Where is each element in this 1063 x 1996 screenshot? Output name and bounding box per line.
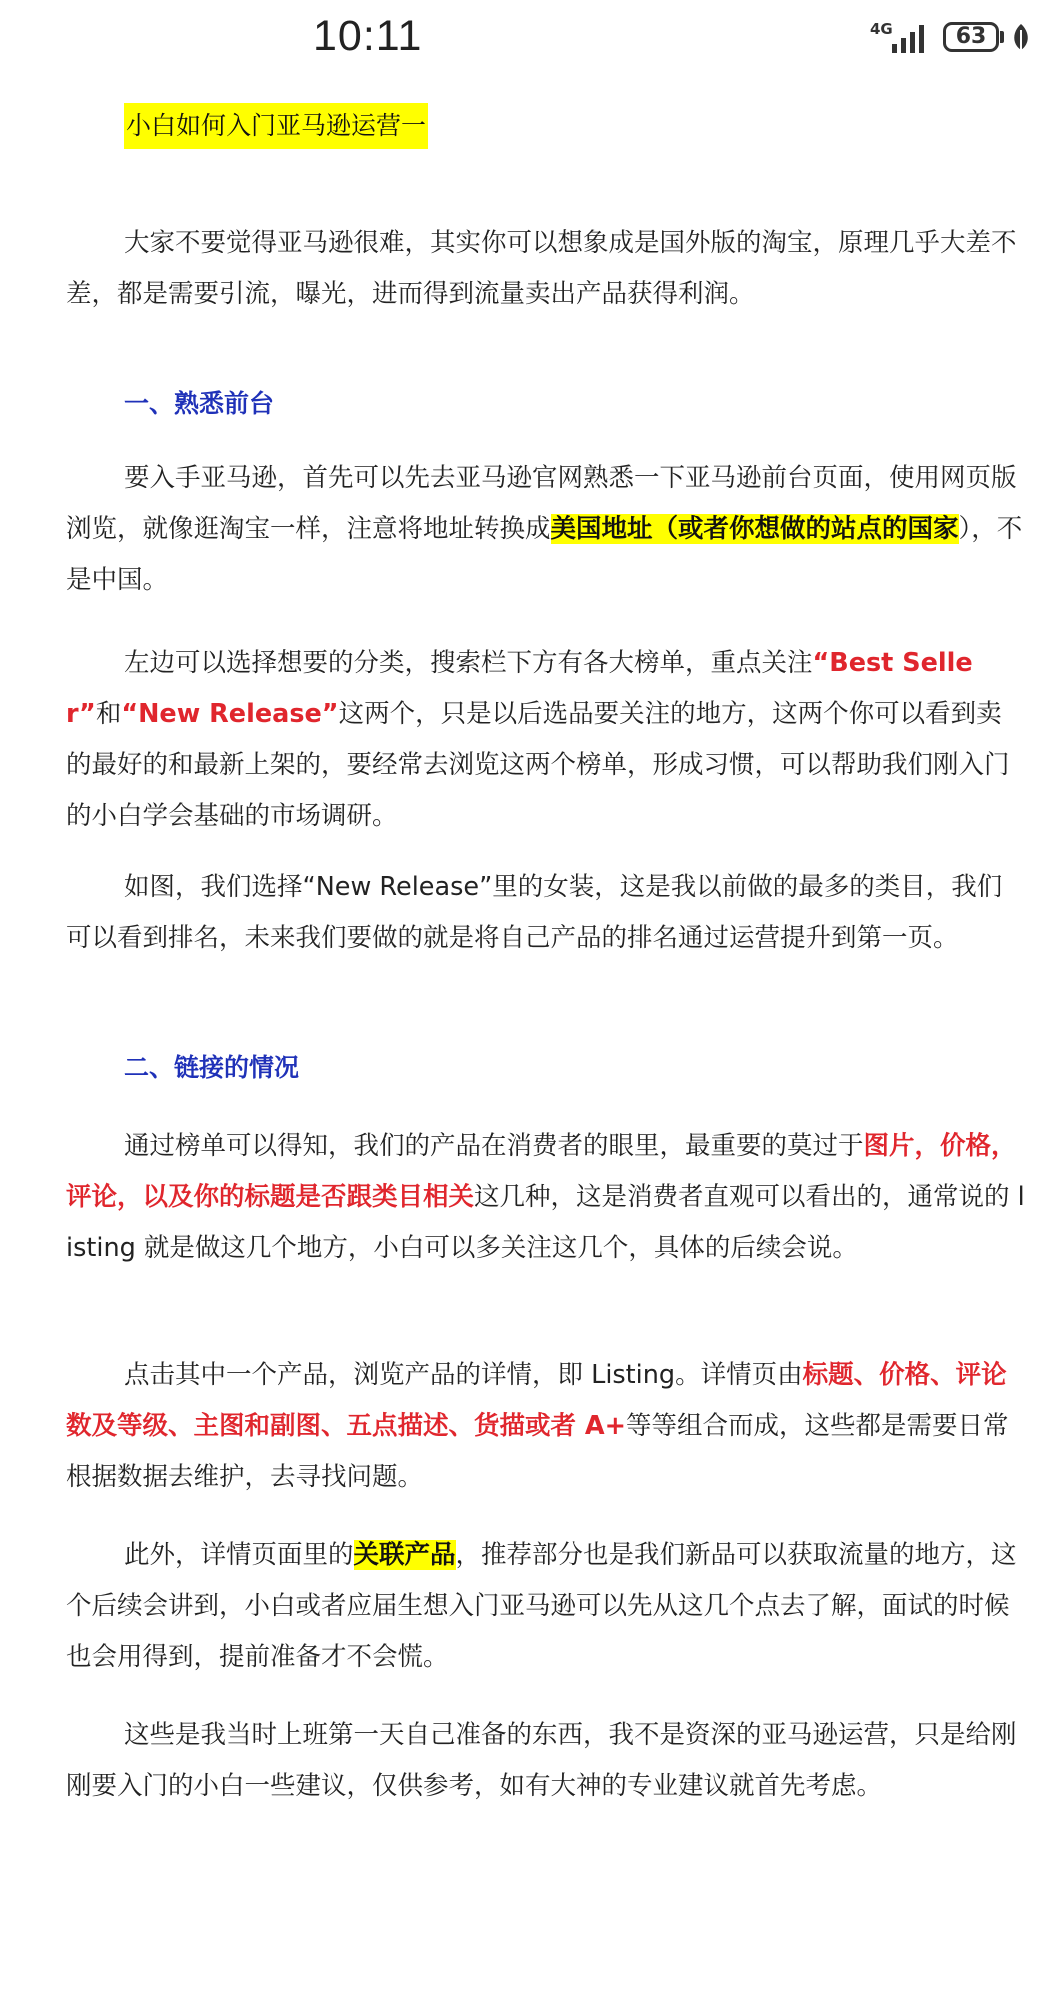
section-heading-1: 一、熟悉前台 bbox=[124, 389, 275, 418]
network-type: 4G bbox=[870, 20, 893, 38]
battery-level: 63 bbox=[955, 24, 987, 49]
paragraph-7: 这些是我当时上班第一天自己准备的东西，我不是资深的亚马逊运营，只是给刚刚要入门的小白一些建议，仅供参考，如有大神的专业建议就首先考虑。 bbox=[66, 1720, 1017, 1801]
signal-icon bbox=[890, 22, 932, 54]
paragraph-2-text-c: 这两个，只是以后选品要关注的地方，这两个你可以看到卖的最好的和最新上架的，要经常去浏览这两个榜单，形成习惯，可以帮助我们刚入门的小白学会基础的市场调研。 bbox=[66, 699, 1010, 831]
paragraph-3: 如图，我们选择“New Release”里的女装，这是我以前做的最多的类目，我们可以看到排名，未来我们要做的就是将自己产品的排名通过运营提升到第一页。 bbox=[66, 872, 1003, 953]
paragraph-4-red: 图片，价格，评论，以及你的标题是否跟类目相关 bbox=[66, 1131, 1017, 1212]
paragraph-6-text-a: 此外，详情页面里的 bbox=[124, 1540, 354, 1570]
paragraph-4-text-a: 通过榜单可以得知，我们的产品在消费者的眼里，最重要的莫过于 bbox=[124, 1131, 864, 1161]
paragraph-6-highlight: 关联产品 bbox=[353, 1540, 456, 1570]
paragraph-5-text-a: 点击其中一个产品，浏览产品的详情，即 Listing。详情页由 bbox=[124, 1360, 803, 1390]
battery-icon bbox=[943, 22, 999, 52]
status-bar bbox=[0, 0, 1063, 80]
intro-paragraph: 大家不要觉得亚马逊很难，其实你可以想象成是国外版的淘宝，原理几乎大差不差，都是需要引流，曝光，进而得到流量卖出产品获得利润。 bbox=[66, 228, 1017, 309]
paragraph-5 bbox=[66, 1350, 1026, 1503]
paragraph-1-text-a: 要入手亚马逊，首先可以先去亚马逊官网熟悉一下亚马逊前台页面，使用网页版浏览，就像逛淘宝一样，注意将地址转换成 bbox=[66, 463, 1017, 544]
paragraph-2-text-a: 左边可以选择想要的分类，搜索栏下方有各大榜单，重点关注 bbox=[124, 648, 813, 678]
paragraph-2-text-b: 和 bbox=[95, 699, 122, 729]
paragraph-1-text-b: ），不是中国。 bbox=[66, 514, 1023, 595]
section-heading-2: 二、链接的情况 bbox=[124, 1053, 300, 1082]
paragraph-2 bbox=[66, 638, 1026, 842]
paragraph-6 bbox=[66, 1530, 1026, 1683]
paragraph-2-new-release: “New Release” bbox=[121, 699, 339, 729]
paragraph-4 bbox=[66, 1121, 1026, 1274]
paragraph-6-text-b: ，推荐部分也是我们新品可以获取流量的地方，这个后续会讲到，小白或者应届生想入门亚马逊可以先从这几个点去了解，面试的时候也会用得到，提前准备才不会慌。 bbox=[66, 1540, 1017, 1672]
leaf-icon bbox=[1010, 22, 1032, 54]
paragraph-5-text-b: 等等组合而成，这些都是需要日常根据数据去维护，去寻找问题。 bbox=[66, 1411, 1009, 1492]
clock: 10:11 bbox=[313, 12, 423, 60]
paragraph-1-highlight: 美国地址（或者你想做的站点的国家 bbox=[550, 514, 959, 544]
article-title: 小白如何入门亚马逊运营一 bbox=[124, 103, 428, 149]
paragraph-5-red: 标题、价格、评论数及等级、主图和副图、五点描述、货描或者 A+ bbox=[66, 1360, 1007, 1441]
paragraph-1 bbox=[66, 453, 1026, 606]
paragraph-2-best-seller: “Best Seller” bbox=[66, 648, 973, 729]
battery-tip bbox=[1000, 31, 1004, 43]
paragraph-4-text-b: 这几种，这是消费者直观可以看出的，通常说的 listing 就是做这几个地方，小白可以多关注这几个，具体的后续会说。 bbox=[66, 1182, 1025, 1263]
